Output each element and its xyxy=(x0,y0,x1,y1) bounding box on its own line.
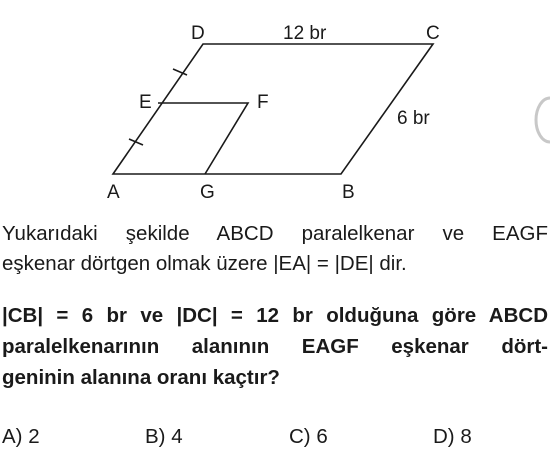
question-stem-line-1: Yukarıdaki şekilde ABCD paralelkenar ve EAGF xyxy=(2,222,548,245)
option-c-value: 6 xyxy=(316,425,328,448)
parallelogram-figure xyxy=(0,0,550,215)
vertex-label-b: B xyxy=(342,182,355,203)
parallelogram-abcd xyxy=(113,44,433,174)
option-b-value: 4 xyxy=(171,425,183,448)
option-d[interactable] xyxy=(433,424,472,450)
vertex-label-f: F xyxy=(257,92,269,113)
question-prompt-line-2: paralelkenarının alanının EAGF eşkenar dört- xyxy=(2,335,548,358)
cropped-circle-edge xyxy=(536,98,550,142)
option-d-value: 8 xyxy=(460,425,472,448)
question-prompt-line-3: geninin alanına oranı kaçtır? xyxy=(2,366,280,389)
question-stem-line-2: eşkenar dörtgen olmak üzere |EA| = |DE| dir. xyxy=(2,252,407,275)
vertex-label-e: E xyxy=(139,92,152,113)
side-label-dc: 12 br xyxy=(283,23,327,44)
option-b[interactable] xyxy=(145,424,183,450)
option-c-letter: C) xyxy=(289,425,311,448)
question-prompt-line-1: |CB| = 6 br ve |DC| = 12 br olduğuna göre ABCD xyxy=(2,304,548,327)
vertex-label-g: G xyxy=(200,182,215,203)
option-c[interactable] xyxy=(289,424,328,450)
vertex-label-d: D xyxy=(191,23,205,44)
option-a-value: 2 xyxy=(28,425,40,448)
rhombus-eagf xyxy=(158,103,248,174)
option-a-letter: A) xyxy=(2,425,23,448)
option-d-letter: D) xyxy=(433,425,455,448)
vertex-label-a: A xyxy=(107,182,120,203)
side-label-cb: 6 br xyxy=(397,108,430,129)
vertex-label-c: C xyxy=(426,23,440,44)
option-a[interactable] xyxy=(2,424,40,450)
option-b-letter: B) xyxy=(145,425,166,448)
